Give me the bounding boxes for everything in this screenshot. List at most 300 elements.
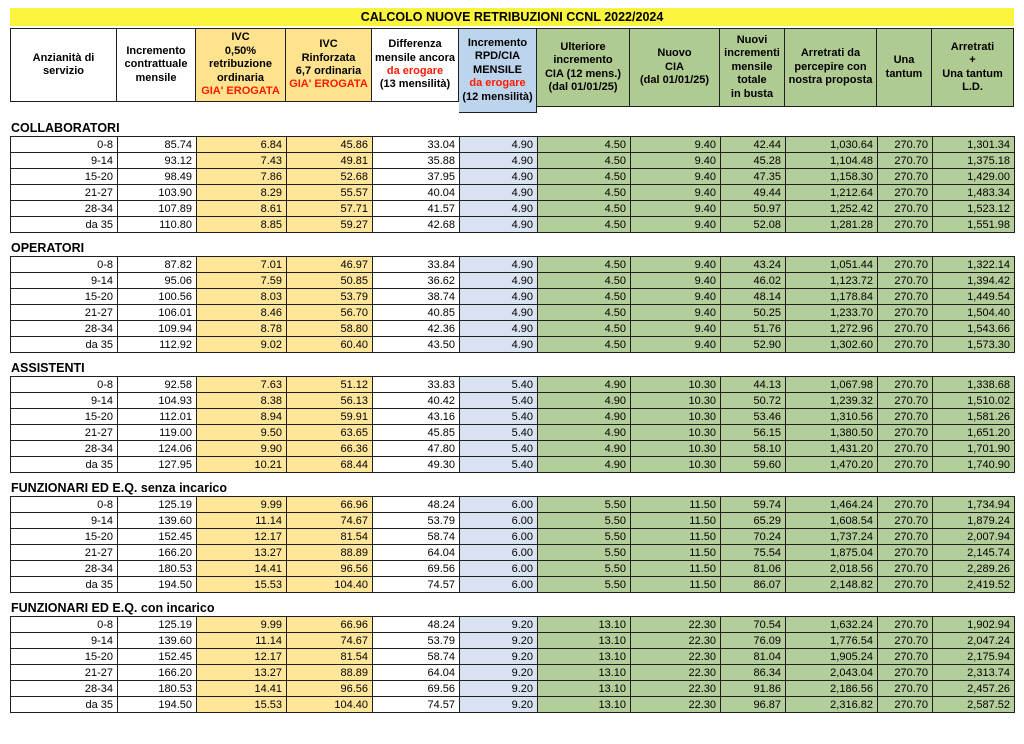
value-cell: 1,030.64 bbox=[786, 137, 878, 153]
value-cell: 51.76 bbox=[721, 321, 786, 337]
row-label-cell: 0-8 bbox=[11, 257, 118, 273]
value-cell: 12.17 bbox=[197, 529, 287, 545]
value-cell: 270.70 bbox=[878, 529, 933, 545]
row-label-cell: 15-20 bbox=[11, 529, 118, 545]
value-cell: 92.58 bbox=[118, 377, 197, 393]
value-cell: 270.70 bbox=[878, 217, 933, 233]
value-cell: 10.30 bbox=[631, 425, 721, 441]
value-cell: 50.97 bbox=[721, 201, 786, 217]
header-line: Ulteriore bbox=[560, 40, 606, 53]
table-row bbox=[11, 617, 1015, 633]
value-cell: 22.30 bbox=[631, 633, 721, 649]
row-label-cell: 15-20 bbox=[11, 169, 118, 185]
value-cell: 4.50 bbox=[538, 217, 631, 233]
value-cell: 1,651.20 bbox=[933, 425, 1015, 441]
value-cell: 52.68 bbox=[287, 169, 373, 185]
value-cell: 9.40 bbox=[631, 185, 721, 201]
table-row bbox=[11, 201, 1015, 217]
value-cell: 4.50 bbox=[538, 289, 631, 305]
value-cell: 4.90 bbox=[460, 337, 538, 353]
section-label-3: FUNZIONARI ED E.Q. senza incarico bbox=[11, 481, 228, 495]
table-row bbox=[11, 321, 1015, 337]
value-cell: 13.10 bbox=[538, 649, 631, 665]
value-cell: 1,239.32 bbox=[786, 393, 878, 409]
value-cell: 1,375.18 bbox=[933, 153, 1015, 169]
value-cell: 1,338.68 bbox=[933, 377, 1015, 393]
row-label-cell: 9-14 bbox=[11, 513, 118, 529]
table-row bbox=[11, 393, 1015, 409]
value-cell: 68.44 bbox=[287, 457, 373, 473]
value-cell: 43.16 bbox=[373, 409, 460, 425]
table-row bbox=[11, 545, 1015, 561]
value-cell: 5.40 bbox=[460, 409, 538, 425]
value-cell: 4.90 bbox=[538, 409, 631, 425]
row-label-cell: da 35 bbox=[11, 337, 118, 353]
value-cell: 180.53 bbox=[118, 681, 197, 697]
header-line: IVC bbox=[231, 31, 250, 44]
row-label-cell: 15-20 bbox=[11, 409, 118, 425]
value-cell: 40.85 bbox=[373, 305, 460, 321]
table-row bbox=[11, 561, 1015, 577]
row-label-cell: da 35 bbox=[11, 697, 118, 713]
column-header-ivc-ordinaria bbox=[196, 28, 286, 102]
value-cell: 1,737.24 bbox=[786, 529, 878, 545]
value-cell: 1,504.40 bbox=[933, 305, 1015, 321]
value-cell: 4.50 bbox=[538, 169, 631, 185]
table-row bbox=[11, 665, 1015, 681]
value-cell: 270.70 bbox=[878, 153, 933, 169]
value-cell: 96.56 bbox=[287, 681, 373, 697]
value-cell: 1,051.44 bbox=[786, 257, 878, 273]
section-table-0 bbox=[10, 136, 1015, 233]
value-cell: 2,186.56 bbox=[786, 681, 878, 697]
table-row bbox=[11, 577, 1015, 593]
value-cell: 1,510.02 bbox=[933, 393, 1015, 409]
header-line: 6,7 ordinaria bbox=[295, 65, 362, 77]
value-cell: 5.50 bbox=[538, 561, 631, 577]
value-cell: 65.29 bbox=[721, 513, 786, 529]
value-cell: 104.93 bbox=[118, 393, 197, 409]
value-cell: 180.53 bbox=[118, 561, 197, 577]
value-cell: 81.54 bbox=[287, 529, 373, 545]
value-cell: 8.46 bbox=[197, 305, 287, 321]
value-cell: 96.56 bbox=[287, 561, 373, 577]
column-header-differenza-mensile bbox=[372, 28, 459, 102]
row-label-cell: 21-27 bbox=[11, 425, 118, 441]
value-cell: 13.27 bbox=[197, 665, 287, 681]
value-cell: 9.40 bbox=[631, 257, 721, 273]
section-label-2: ASSISTENTI bbox=[11, 361, 85, 375]
value-cell: 42.36 bbox=[373, 321, 460, 337]
value-cell: 9.50 bbox=[197, 425, 287, 441]
value-cell: 166.20 bbox=[118, 545, 197, 561]
value-cell: 8.94 bbox=[197, 409, 287, 425]
value-cell: 4.90 bbox=[538, 377, 631, 393]
value-cell: 270.70 bbox=[878, 681, 933, 697]
row-label-cell: 0-8 bbox=[11, 377, 118, 393]
value-cell: 81.54 bbox=[287, 649, 373, 665]
header-line: Una bbox=[893, 54, 915, 67]
value-cell: 4.90 bbox=[460, 273, 538, 289]
header-line: in busta bbox=[730, 87, 774, 100]
table-row bbox=[11, 697, 1015, 713]
value-cell: 270.70 bbox=[878, 441, 933, 457]
value-cell: 9.90 bbox=[197, 441, 287, 457]
value-cell: 15.53 bbox=[197, 697, 287, 713]
value-cell: 50.85 bbox=[287, 273, 373, 289]
value-cell: 9.20 bbox=[460, 649, 538, 665]
value-cell: 4.50 bbox=[538, 153, 631, 169]
value-cell: 270.70 bbox=[878, 497, 933, 513]
value-cell: 270.70 bbox=[878, 697, 933, 713]
value-cell: 46.97 bbox=[287, 257, 373, 273]
header-line: ordinaria bbox=[216, 71, 265, 84]
table-row bbox=[11, 153, 1015, 169]
value-cell: 33.04 bbox=[373, 137, 460, 153]
value-cell: 9.40 bbox=[631, 305, 721, 321]
column-header-una-tantum bbox=[877, 28, 932, 107]
value-cell: 112.01 bbox=[118, 409, 197, 425]
value-cell: 70.54 bbox=[721, 617, 786, 633]
header-line: CIA (12 mens.) bbox=[544, 67, 621, 80]
header-line: Differenza bbox=[388, 38, 442, 51]
value-cell: 270.70 bbox=[878, 137, 933, 153]
value-cell: 45.28 bbox=[721, 153, 786, 169]
value-cell: 4.90 bbox=[460, 137, 538, 153]
row-label-cell: 21-27 bbox=[11, 305, 118, 321]
value-cell: 1,523.12 bbox=[933, 201, 1015, 217]
value-cell: 2,175.94 bbox=[933, 649, 1015, 665]
value-cell: 9.20 bbox=[460, 617, 538, 633]
value-cell: 9.99 bbox=[197, 497, 287, 513]
section-label-4: FUNZIONARI ED E.Q. con incarico bbox=[11, 601, 215, 615]
value-cell: 14.41 bbox=[197, 561, 287, 577]
section-label-0: COLLABORATORI bbox=[11, 121, 120, 135]
value-cell: 1,301.34 bbox=[933, 137, 1015, 153]
value-cell: 1,281.28 bbox=[786, 217, 878, 233]
section-table-3 bbox=[10, 496, 1015, 593]
table-row bbox=[11, 441, 1015, 457]
row-label-cell: 21-27 bbox=[11, 185, 118, 201]
value-cell: 55.57 bbox=[287, 185, 373, 201]
value-cell: 9.40 bbox=[631, 289, 721, 305]
value-cell: 33.83 bbox=[373, 377, 460, 393]
value-cell: 10.30 bbox=[631, 393, 721, 409]
value-cell: 9.40 bbox=[631, 137, 721, 153]
value-cell: 15.53 bbox=[197, 577, 287, 593]
value-cell: 2,419.52 bbox=[933, 577, 1015, 593]
value-cell: 103.90 bbox=[118, 185, 197, 201]
value-cell: 8.38 bbox=[197, 393, 287, 409]
value-cell: 11.14 bbox=[197, 633, 287, 649]
value-cell: 91.86 bbox=[721, 681, 786, 697]
value-cell: 4.90 bbox=[538, 457, 631, 473]
value-cell: 8.29 bbox=[197, 185, 287, 201]
value-cell: 2,313.74 bbox=[933, 665, 1015, 681]
value-cell: 1,701.90 bbox=[933, 441, 1015, 457]
header-line: mensile bbox=[135, 71, 177, 84]
value-cell: 81.06 bbox=[721, 561, 786, 577]
value-cell: 1,394.42 bbox=[933, 273, 1015, 289]
value-cell: 270.70 bbox=[878, 409, 933, 425]
value-cell: 42.44 bbox=[721, 137, 786, 153]
value-cell: 4.50 bbox=[538, 137, 631, 153]
value-cell: 6.00 bbox=[460, 545, 538, 561]
section-table-1 bbox=[10, 256, 1015, 353]
table-row bbox=[11, 425, 1015, 441]
value-cell: 22.30 bbox=[631, 617, 721, 633]
value-cell: 87.82 bbox=[118, 257, 197, 273]
value-cell: 45.86 bbox=[287, 137, 373, 153]
table-row bbox=[11, 633, 1015, 649]
value-cell: 107.89 bbox=[118, 201, 197, 217]
value-cell: 7.43 bbox=[197, 153, 287, 169]
value-cell: 60.40 bbox=[287, 337, 373, 353]
value-cell: 74.67 bbox=[287, 633, 373, 649]
value-cell: 9.40 bbox=[631, 273, 721, 289]
value-cell: 1,776.54 bbox=[786, 633, 878, 649]
value-cell: 5.40 bbox=[460, 457, 538, 473]
value-cell: 69.56 bbox=[373, 681, 460, 697]
value-cell: 270.70 bbox=[878, 321, 933, 337]
value-cell: 5.50 bbox=[538, 545, 631, 561]
value-cell: 2,043.04 bbox=[786, 665, 878, 681]
value-cell: 4.90 bbox=[538, 425, 631, 441]
value-cell: 5.50 bbox=[538, 513, 631, 529]
table-row bbox=[11, 497, 1015, 513]
value-cell: 59.91 bbox=[287, 409, 373, 425]
value-cell: 11.50 bbox=[631, 545, 721, 561]
table-row bbox=[11, 305, 1015, 321]
value-cell: 270.70 bbox=[878, 633, 933, 649]
value-cell: 1,123.72 bbox=[786, 273, 878, 289]
value-cell: 4.50 bbox=[538, 201, 631, 217]
value-cell: 1,252.42 bbox=[786, 201, 878, 217]
row-label-cell: 21-27 bbox=[11, 545, 118, 561]
value-cell: 48.14 bbox=[721, 289, 786, 305]
row-label-cell: 21-27 bbox=[11, 665, 118, 681]
value-cell: 64.04 bbox=[373, 665, 460, 681]
value-cell: 4.90 bbox=[460, 305, 538, 321]
value-cell: 13.10 bbox=[538, 617, 631, 633]
header-line: da erogare bbox=[386, 65, 444, 77]
value-cell: 2,047.24 bbox=[933, 633, 1015, 649]
value-cell: 81.04 bbox=[721, 649, 786, 665]
value-cell: 270.70 bbox=[878, 425, 933, 441]
value-cell: 4.90 bbox=[460, 169, 538, 185]
value-cell: 4.50 bbox=[538, 273, 631, 289]
value-cell: 13.10 bbox=[538, 665, 631, 681]
column-header-nuovi-incrementi-totale bbox=[720, 28, 785, 107]
value-cell: 13.10 bbox=[538, 681, 631, 697]
header-line: da erogare bbox=[469, 77, 526, 90]
value-cell: 270.70 bbox=[878, 577, 933, 593]
header-line: percepire con bbox=[794, 60, 867, 73]
value-cell: 5.40 bbox=[460, 425, 538, 441]
value-cell: 5.40 bbox=[460, 377, 538, 393]
header-line: (dal 01/01/25) bbox=[639, 74, 710, 87]
value-cell: 10.30 bbox=[631, 377, 721, 393]
value-cell: 66.36 bbox=[287, 441, 373, 457]
column-header-incremento-contrattuale-mensile bbox=[117, 28, 196, 102]
value-cell: 1,067.98 bbox=[786, 377, 878, 393]
value-cell: 194.50 bbox=[118, 697, 197, 713]
value-cell: 49.81 bbox=[287, 153, 373, 169]
value-cell: 109.94 bbox=[118, 321, 197, 337]
row-label-cell: 28-34 bbox=[11, 561, 118, 577]
value-cell: 11.50 bbox=[631, 497, 721, 513]
table-row bbox=[11, 169, 1015, 185]
value-cell: 66.96 bbox=[287, 617, 373, 633]
value-cell: 85.74 bbox=[118, 137, 197, 153]
value-cell: 1,902.94 bbox=[933, 617, 1015, 633]
value-cell: 44.13 bbox=[721, 377, 786, 393]
value-cell: 270.70 bbox=[878, 201, 933, 217]
value-cell: 139.60 bbox=[118, 633, 197, 649]
value-cell: 112.92 bbox=[118, 337, 197, 353]
value-cell: 38.74 bbox=[373, 289, 460, 305]
column-header-arretrati-da-percepire bbox=[785, 28, 877, 107]
value-cell: 51.12 bbox=[287, 377, 373, 393]
value-cell: 1,158.30 bbox=[786, 169, 878, 185]
value-cell: 59.74 bbox=[721, 497, 786, 513]
column-header-anzianita-di-servizio bbox=[10, 28, 117, 102]
header-line: Anzianità di servizio bbox=[32, 51, 95, 77]
value-cell: 22.30 bbox=[631, 665, 721, 681]
value-cell: 270.70 bbox=[878, 665, 933, 681]
value-cell: 45.85 bbox=[373, 425, 460, 441]
header-line: GIA' EROGATA bbox=[201, 85, 280, 98]
row-label-cell: 28-34 bbox=[11, 441, 118, 457]
title-bar bbox=[10, 8, 1014, 26]
column-header-arretrati-piu-una-tantum bbox=[932, 28, 1014, 107]
value-cell: 7.63 bbox=[197, 377, 287, 393]
value-cell: 2,007.94 bbox=[933, 529, 1015, 545]
value-cell: 41.57 bbox=[373, 201, 460, 217]
value-cell: 64.04 bbox=[373, 545, 460, 561]
value-cell: 74.57 bbox=[373, 577, 460, 593]
value-cell: 9.20 bbox=[460, 633, 538, 649]
table-row bbox=[11, 529, 1015, 545]
value-cell: 1,740.90 bbox=[933, 457, 1015, 473]
value-cell: 7.59 bbox=[197, 273, 287, 289]
row-label-cell: da 35 bbox=[11, 217, 118, 233]
value-cell: 1,879.24 bbox=[933, 513, 1015, 529]
value-cell: 52.08 bbox=[721, 217, 786, 233]
value-cell: 270.70 bbox=[878, 289, 933, 305]
table-row bbox=[11, 217, 1015, 233]
value-cell: 53.79 bbox=[287, 289, 373, 305]
value-cell: 74.67 bbox=[287, 513, 373, 529]
value-cell: 96.87 bbox=[721, 697, 786, 713]
value-cell: 270.70 bbox=[878, 457, 933, 473]
value-cell: 270.70 bbox=[878, 513, 933, 529]
value-cell: 52.90 bbox=[721, 337, 786, 353]
header-line: Incremento bbox=[467, 36, 528, 49]
value-cell: 5.50 bbox=[538, 529, 631, 545]
value-cell: 270.70 bbox=[878, 337, 933, 353]
value-cell: 50.72 bbox=[721, 393, 786, 409]
value-cell: 9.40 bbox=[631, 337, 721, 353]
value-cell: 270.70 bbox=[878, 393, 933, 409]
value-cell: 1,272.96 bbox=[786, 321, 878, 337]
value-cell: 1,470.20 bbox=[786, 457, 878, 473]
value-cell: 4.50 bbox=[538, 305, 631, 321]
header-line: mensile ancora bbox=[374, 51, 456, 64]
value-cell: 53.46 bbox=[721, 409, 786, 425]
value-cell: 6.00 bbox=[460, 561, 538, 577]
value-cell: 194.50 bbox=[118, 577, 197, 593]
value-cell: 22.30 bbox=[631, 681, 721, 697]
section-table-4 bbox=[10, 616, 1015, 713]
value-cell: 50.25 bbox=[721, 305, 786, 321]
value-cell: 13.10 bbox=[538, 633, 631, 649]
value-cell: 1,543.66 bbox=[933, 321, 1015, 337]
value-cell: 42.68 bbox=[373, 217, 460, 233]
header-line: incremento bbox=[553, 54, 613, 67]
header-line: nostra proposta bbox=[788, 74, 873, 87]
value-cell: 4.90 bbox=[460, 289, 538, 305]
table-row bbox=[11, 137, 1015, 153]
value-cell: 4.50 bbox=[538, 321, 631, 337]
sections-container bbox=[10, 121, 1014, 713]
value-cell: 6.00 bbox=[460, 577, 538, 593]
value-cell: 9.99 bbox=[197, 617, 287, 633]
header-line: + bbox=[969, 54, 976, 67]
value-cell: 95.06 bbox=[118, 273, 197, 289]
table-row bbox=[11, 457, 1015, 473]
value-cell: 59.27 bbox=[287, 217, 373, 233]
column-header-ivc-rinforzata bbox=[286, 28, 372, 102]
value-cell: 152.45 bbox=[118, 529, 197, 545]
value-cell: 22.30 bbox=[631, 649, 721, 665]
value-cell: 4.90 bbox=[460, 185, 538, 201]
header-line: IVC bbox=[319, 38, 338, 51]
value-cell: 63.65 bbox=[287, 425, 373, 441]
value-cell: 12.17 bbox=[197, 649, 287, 665]
header-line: L.D. bbox=[962, 80, 983, 93]
value-cell: 98.49 bbox=[118, 169, 197, 185]
value-cell: 53.79 bbox=[373, 633, 460, 649]
value-cell: 53.79 bbox=[373, 513, 460, 529]
value-cell: 58.80 bbox=[287, 321, 373, 337]
value-cell: 4.90 bbox=[460, 321, 538, 337]
row-label-cell: 15-20 bbox=[11, 649, 118, 665]
value-cell: 104.40 bbox=[287, 697, 373, 713]
header-line: Rinforzata bbox=[301, 51, 356, 64]
value-cell: 8.03 bbox=[197, 289, 287, 305]
value-cell: 14.41 bbox=[197, 681, 287, 697]
value-cell: 1,178.84 bbox=[786, 289, 878, 305]
value-cell: 9.20 bbox=[460, 697, 538, 713]
value-cell: 270.70 bbox=[878, 257, 933, 273]
value-cell: 70.24 bbox=[721, 529, 786, 545]
header-line: Nuovo bbox=[657, 47, 692, 60]
value-cell: 56.15 bbox=[721, 425, 786, 441]
section-label-1: OPERATORI bbox=[11, 241, 85, 255]
row-label-cell: 28-34 bbox=[11, 321, 118, 337]
value-cell: 2,018.56 bbox=[786, 561, 878, 577]
value-cell: 10.30 bbox=[631, 457, 721, 473]
table-row bbox=[11, 185, 1015, 201]
value-cell: 43.24 bbox=[721, 257, 786, 273]
value-cell: 76.09 bbox=[721, 633, 786, 649]
value-cell: 58.10 bbox=[721, 441, 786, 457]
value-cell: 58.74 bbox=[373, 649, 460, 665]
value-cell: 4.90 bbox=[460, 201, 538, 217]
value-cell: 1,581.26 bbox=[933, 409, 1015, 425]
value-cell: 2,587.52 bbox=[933, 697, 1015, 713]
